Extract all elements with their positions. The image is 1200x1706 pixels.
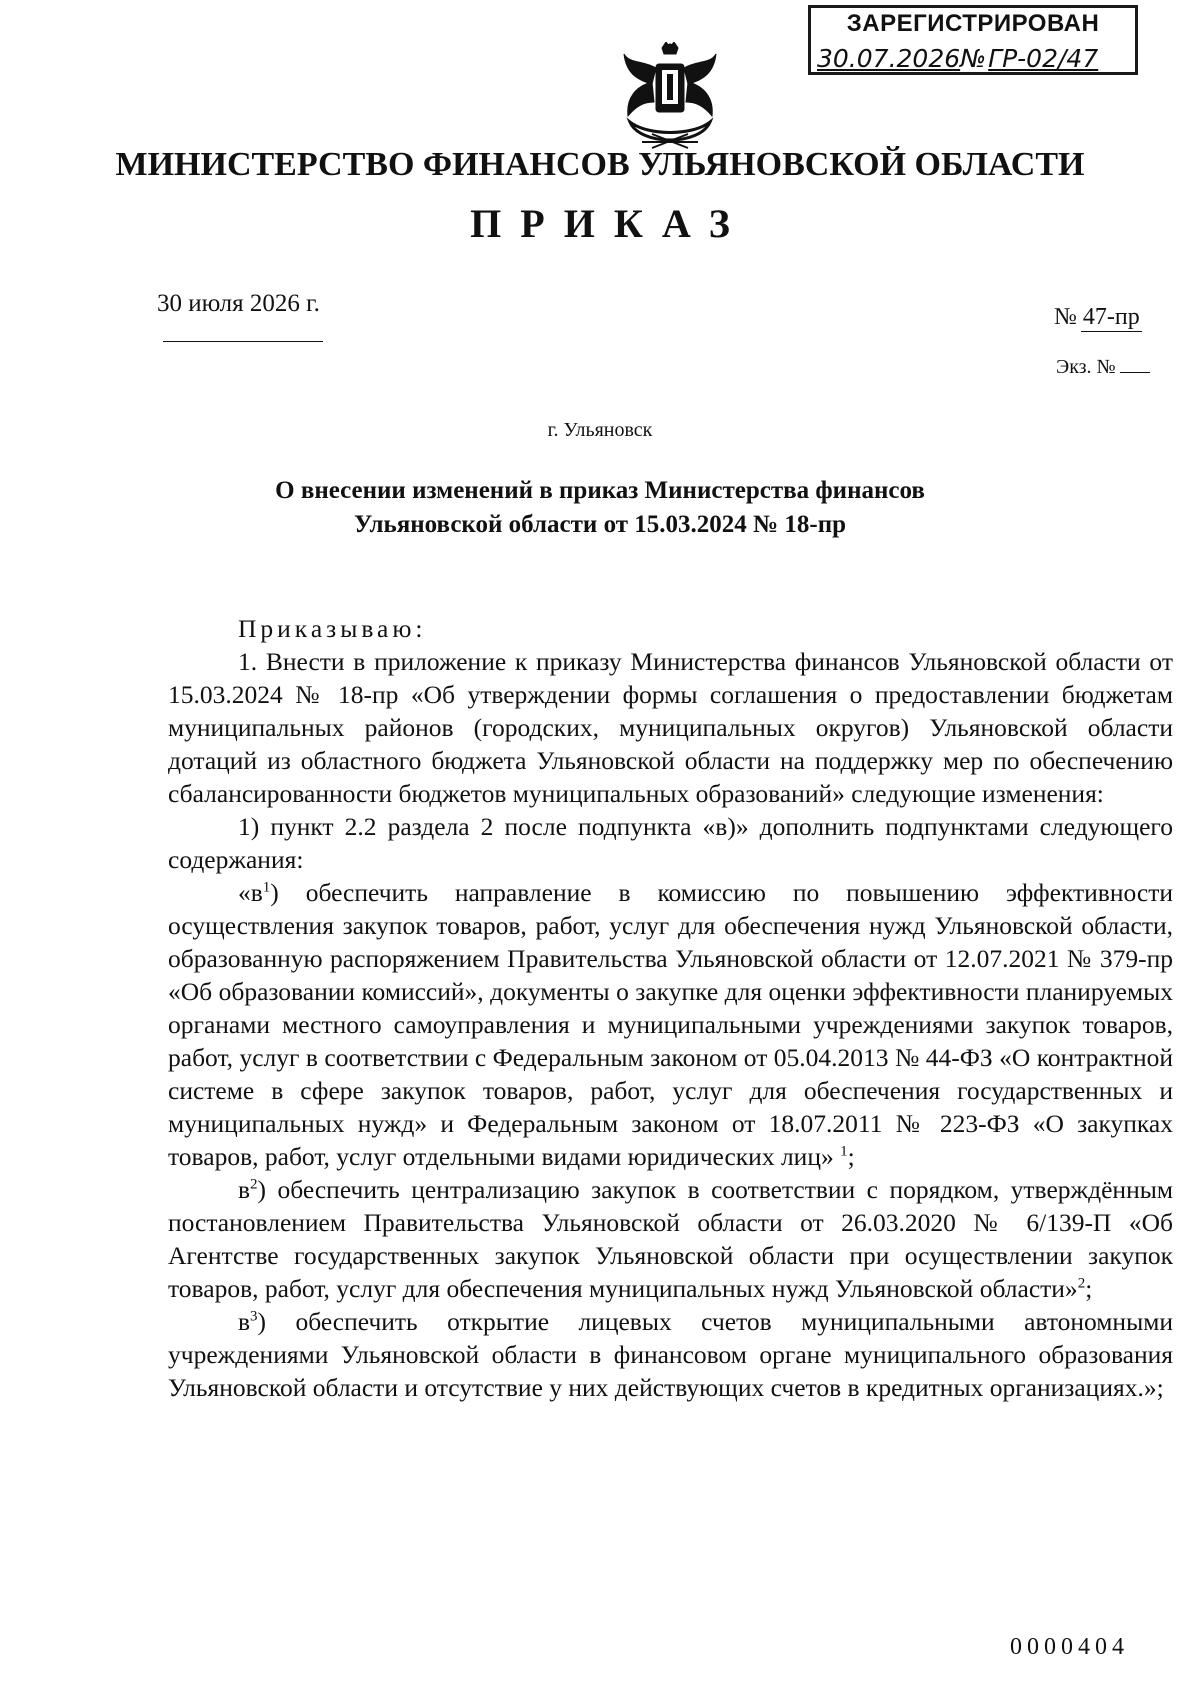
copy-blank bbox=[1120, 372, 1150, 373]
v2-footnote-ref: 2 bbox=[1077, 1275, 1086, 1292]
stamp-number: ГР-02/47 bbox=[988, 44, 1099, 73]
v1-text: ) обеспечить направление в комиссию по повышению эффективности осуществления закупок товаров, работ, услуг для обеспечения нужд Ульяновской области, образованную распоряжением Правительства Ульяновской области от 12.07.2021 № 379-пр «Об образовании комиссий», документы о закупке для оценки эффективности планируемых органами местного самоуправления и муниципальными учреждениями закупок товаров, работ, услуг в соответствии с Федеральным законом от 05.04.2013 № 44-ФЗ «О контрактной системе в сфере закупок товаров, работ, услуг для обеспечения государственных и муниципальных нужд» и Федеральным законом от 18.07.2011 № 223-ФЗ «О закупках товаров, работ, услуг отдельными видами юридических лиц» bbox=[168, 878, 1173, 1171]
form-serial-number: 0000404 bbox=[1010, 1634, 1129, 1660]
number-label: № bbox=[1054, 304, 1077, 330]
date-underline bbox=[163, 341, 323, 342]
document-type: ПРИКАЗ bbox=[470, 201, 749, 246]
stamp-handwritten-entry bbox=[817, 44, 1098, 73]
city: г. Ульяновск bbox=[547, 419, 653, 441]
stamp-number-sign: № bbox=[960, 44, 987, 73]
document-number bbox=[1054, 304, 1142, 332]
v2-text: ) обеспечить централизацию закупок в соответствии с порядком, утверждённым постановлением Правительства Ульяновской области от 26.03.2020 № 6/139-П «Об Агентстве государственных закупок Ульяновской области при осуществлении закупок товаров, работ, услуг для обеспечения муниципальных нужд Ульяновской области» bbox=[168, 1175, 1173, 1303]
document-date: 30 июля 2026 г. bbox=[157, 290, 320, 317]
subject-line-2: Ульяновской области от 15.03.2024 № 18-пр bbox=[353, 511, 847, 538]
v2-end: ; bbox=[1085, 1274, 1093, 1303]
v3-prefix: в bbox=[238, 1307, 251, 1336]
number-value: 47-пр bbox=[1082, 304, 1140, 330]
v1-footnote-ref: 1 bbox=[840, 1143, 848, 1160]
v2-superscript: 2 bbox=[250, 1176, 258, 1193]
paragraph-subitem-1: 1) пункт 2.2 раздела 2 после подпункта «в)» дополнить подпунктами следующего содержания: bbox=[168, 812, 1173, 874]
copy-number bbox=[1056, 356, 1150, 379]
paragraph-v3 bbox=[168, 1305, 1173, 1404]
paragraph-v2 bbox=[168, 1173, 1173, 1305]
ministry-title: МИНИСТЕРСТВО ФИНАНСОВ УЛЬЯНОВСКОЙ ОБЛАСТИ bbox=[115, 146, 1085, 183]
v1-prefix: «в bbox=[238, 878, 263, 907]
coat-of-arms-icon bbox=[612, 42, 728, 150]
document-body bbox=[168, 612, 1173, 1404]
paragraph-v1 bbox=[168, 876, 1173, 1173]
v1-superscript: 1 bbox=[262, 879, 271, 896]
opening-word: Приказываю: bbox=[238, 614, 427, 643]
v2-prefix: в bbox=[238, 1175, 251, 1204]
registration-stamp bbox=[808, 5, 1138, 75]
document-subject bbox=[0, 474, 1200, 542]
v3-superscript: 3 bbox=[250, 1308, 258, 1325]
copy-label: Экз. № bbox=[1056, 356, 1116, 378]
subject-line-1: О внесении изменений в приказ Министерства финансов bbox=[275, 477, 925, 504]
v1-end: ; bbox=[847, 1142, 855, 1171]
stamp-date: 30.07.2026 bbox=[817, 44, 961, 73]
v3-text: ) обеспечить открытие лицевых счетов муниципальными автономными учреждениями Ульяновской области в финансовом органе муниципального образования Ульяновской области и отсутствие у них действующих счетов в кредитных организациях.»; bbox=[168, 1307, 1173, 1402]
paragraph-item-1: 1. Внести в приложение к приказу Министерства финансов Ульяновской области от 15.03.2024 № 18-пр «Об утверждении формы соглашения о предоставлении бюджетам муниципальных районов (городских, муниципальных округов) Ульяновской области дотаций из областного бюджета Ульяновской области на поддержку мер по обеспечению сбалансированности бюджетов муниципальных образований» следующие изменения: bbox=[168, 647, 1173, 808]
stamp-title: ЗАРЕГИСТРИРОВАН bbox=[846, 10, 1100, 37]
